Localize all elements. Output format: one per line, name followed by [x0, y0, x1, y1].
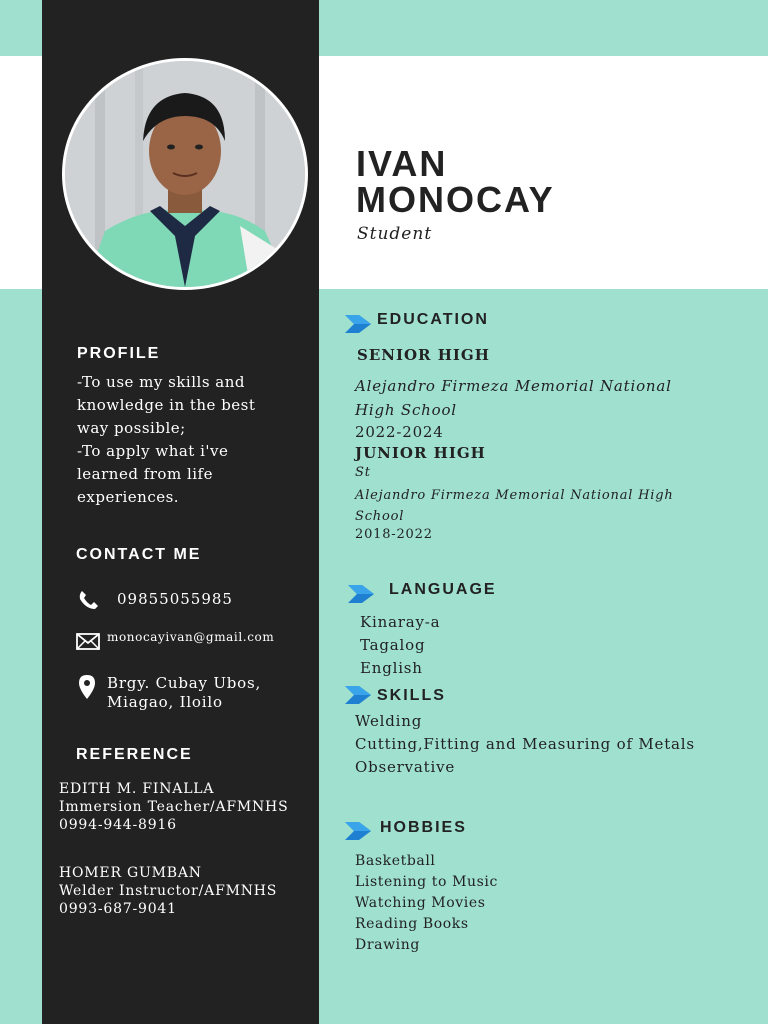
chevron-right-icon — [348, 585, 374, 603]
profile-line: knowledge in the best — [77, 396, 256, 414]
junior-high-school — [355, 485, 674, 527]
reference-role: Immersion Teacher/AFMNHS — [59, 799, 289, 815]
reference-heading: REFERENCE — [76, 746, 193, 763]
skills-list — [355, 710, 695, 779]
chevron-right-icon — [345, 315, 371, 333]
junior-high-prefix: St — [355, 465, 371, 480]
school-line: High School — [355, 401, 457, 419]
skill-item: Observative — [355, 758, 456, 776]
profile-photo-illustration — [65, 61, 305, 287]
reference-phone: 0993-687-9041 — [59, 901, 177, 917]
address-line: Miagao, Iloilo — [107, 693, 223, 711]
chevron-right-icon — [345, 822, 371, 840]
hobbies-heading: HOBBIES — [380, 819, 467, 836]
language-heading: LANGUAGE — [389, 581, 497, 598]
school-line: Alejandro Firmeza Memorial National — [355, 377, 672, 395]
hobby-item: Reading Books — [355, 916, 469, 932]
language-item: Kinaray-a — [360, 613, 441, 631]
phone-icon — [78, 590, 98, 610]
hobby-item: Drawing — [355, 937, 420, 953]
hobbies-list — [355, 851, 498, 956]
senior-high-label: SENIOR HIGH — [357, 346, 490, 364]
address-line: Brgy. Cubay Ubos, — [107, 674, 262, 692]
profile-text — [77, 371, 255, 509]
school-line: Alejandro Firmeza Memorial National High — [355, 488, 674, 503]
envelope-icon — [76, 633, 100, 650]
skills-heading: SKILLS — [377, 687, 446, 704]
hobby-item: Listening to Music — [355, 874, 498, 890]
profile-photo — [62, 58, 308, 290]
name-last: MONOCAY — [356, 179, 555, 220]
profile-line: experiences. — [77, 488, 180, 506]
profile-line: way possible; — [77, 419, 186, 437]
email-address[interactable]: monocayivan@gmail.com — [107, 630, 275, 644]
reference-name: HOMER GUMBAN — [59, 865, 202, 881]
profile-heading: PROFILE — [77, 345, 161, 362]
reference-phone: 0994-944-8916 — [59, 817, 177, 833]
reference-entry — [59, 864, 277, 918]
senior-high-school — [355, 374, 672, 422]
phone-number[interactable]: 09855055985 — [117, 590, 233, 608]
contact-heading: CONTACT ME — [76, 546, 202, 563]
profile-line: -To use my skills and — [77, 373, 245, 391]
name-heading — [356, 143, 555, 220]
junior-high-label: JUNIOR HIGH — [355, 444, 486, 462]
chevron-right-icon — [345, 686, 371, 704]
skill-item: Welding — [355, 712, 423, 730]
hobby-item: Watching Movies — [355, 895, 486, 911]
name-first: IVAN — [356, 143, 448, 184]
reference-name: EDITH M. FINALLA — [59, 781, 215, 797]
language-item: English — [360, 659, 423, 677]
education-heading: EDUCATION — [377, 311, 489, 328]
school-line: School — [355, 509, 405, 524]
profile-line: -To apply what i've — [77, 442, 229, 460]
language-item: Tagalog — [360, 636, 426, 654]
profile-line: learned from life — [77, 465, 213, 483]
map-pin-icon — [79, 675, 95, 699]
reference-entry — [59, 780, 288, 834]
skill-item: Cutting,Fitting and Measuring of Metals — [355, 735, 695, 753]
language-list — [360, 611, 440, 680]
senior-high-years: 2022-2024 — [355, 423, 444, 441]
junior-high-years: 2018-2022 — [355, 527, 433, 542]
role-subtitle: Student — [357, 224, 433, 244]
address — [107, 674, 261, 712]
hobby-item: Basketball — [355, 853, 436, 869]
reference-role: Welder Instructor/AFMNHS — [59, 883, 278, 899]
